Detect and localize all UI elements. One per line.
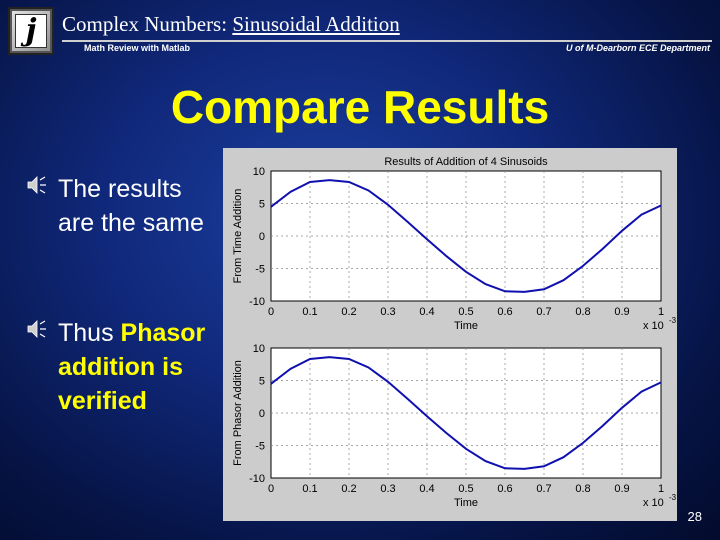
x-axis-label: Time bbox=[453, 320, 479, 332]
x-tick-label: 0.1 bbox=[302, 306, 318, 318]
x-tick-label: 0.1 bbox=[302, 483, 318, 495]
x-tick-label: 1 bbox=[657, 306, 665, 318]
y-tick-label: 5 bbox=[258, 375, 265, 388]
y-axis-label: From Time Addition bbox=[232, 188, 244, 284]
x-tick-label: 0.9 bbox=[614, 306, 630, 318]
x-scale-exponent: -3 bbox=[669, 493, 677, 502]
y-tick-label: 0 bbox=[258, 408, 265, 420]
x-tick-label: 0.3 bbox=[380, 306, 396, 318]
x-scale-exponent: -3 bbox=[669, 316, 677, 325]
y-tick-label: -5 bbox=[255, 263, 265, 276]
logo-letter: j bbox=[15, 14, 47, 48]
title-topic: Sinusoidal Addition bbox=[232, 12, 400, 36]
slide-title: Compare Results bbox=[170, 81, 550, 133]
x-axis-label: Time bbox=[453, 497, 479, 509]
x-tick-label: 1 bbox=[657, 483, 665, 495]
course-logo bbox=[8, 7, 54, 55]
x-tick-label: 0.6 bbox=[497, 306, 513, 318]
y-tick-label: 10 bbox=[252, 166, 265, 178]
x-tick-label: 0.4 bbox=[419, 483, 435, 495]
x-tick-label: 0 bbox=[267, 483, 275, 495]
x-tick-label: 0.3 bbox=[380, 483, 396, 495]
page-number: 28 bbox=[687, 509, 702, 524]
bullet-text bbox=[58, 172, 218, 240]
x-tick-label: 0.2 bbox=[341, 483, 357, 495]
x-tick-label: 0.5 bbox=[458, 483, 474, 495]
bullet-plain: Thus bbox=[58, 319, 121, 347]
y-tick-label: 0 bbox=[258, 231, 265, 243]
header-subtitle-left: Math Review with Matlab bbox=[84, 43, 191, 53]
figure-canvas bbox=[223, 148, 677, 521]
bullet-text bbox=[58, 316, 218, 418]
x-scale-label: x 10 bbox=[643, 320, 664, 332]
x-tick-label: 0.8 bbox=[575, 483, 591, 495]
y-tick-label: 10 bbox=[252, 343, 265, 355]
bullet-highlight: Phasor addition is verified bbox=[58, 319, 206, 415]
speaker-icon[interactable] bbox=[26, 318, 48, 340]
header-title bbox=[62, 12, 400, 37]
x-tick-label: 0.8 bbox=[575, 306, 591, 318]
y-tick-label: 5 bbox=[258, 198, 265, 211]
x-tick-label: 0.5 bbox=[458, 306, 474, 318]
x-tick-label: 0.2 bbox=[341, 306, 357, 318]
header-subtitle-right: U of M-Dearborn ECE Department bbox=[565, 43, 710, 53]
x-tick-label: 0.7 bbox=[536, 306, 552, 318]
x-tick-label: 0 bbox=[267, 306, 275, 318]
header-divider bbox=[62, 40, 712, 42]
y-tick-label: -5 bbox=[255, 440, 265, 453]
x-tick-label: 0.4 bbox=[419, 306, 435, 318]
y-tick-label: -10 bbox=[249, 473, 265, 485]
x-tick-label: 0.6 bbox=[497, 483, 513, 495]
x-tick-label: 0.7 bbox=[536, 483, 552, 495]
bullet-plain: The results are the same bbox=[58, 175, 204, 237]
y-axis-label: From Phasor Addition bbox=[232, 360, 244, 466]
x-scale-label: x 10 bbox=[643, 497, 664, 509]
title-prefix: Complex Numbers: bbox=[62, 12, 228, 36]
matlab-figure bbox=[223, 148, 677, 521]
speaker-icon[interactable] bbox=[26, 174, 48, 196]
y-tick-label: -10 bbox=[249, 296, 265, 308]
x-tick-label: 0.9 bbox=[614, 483, 630, 495]
chart-title: Results of Addition of 4 Sinusoids bbox=[384, 156, 548, 168]
